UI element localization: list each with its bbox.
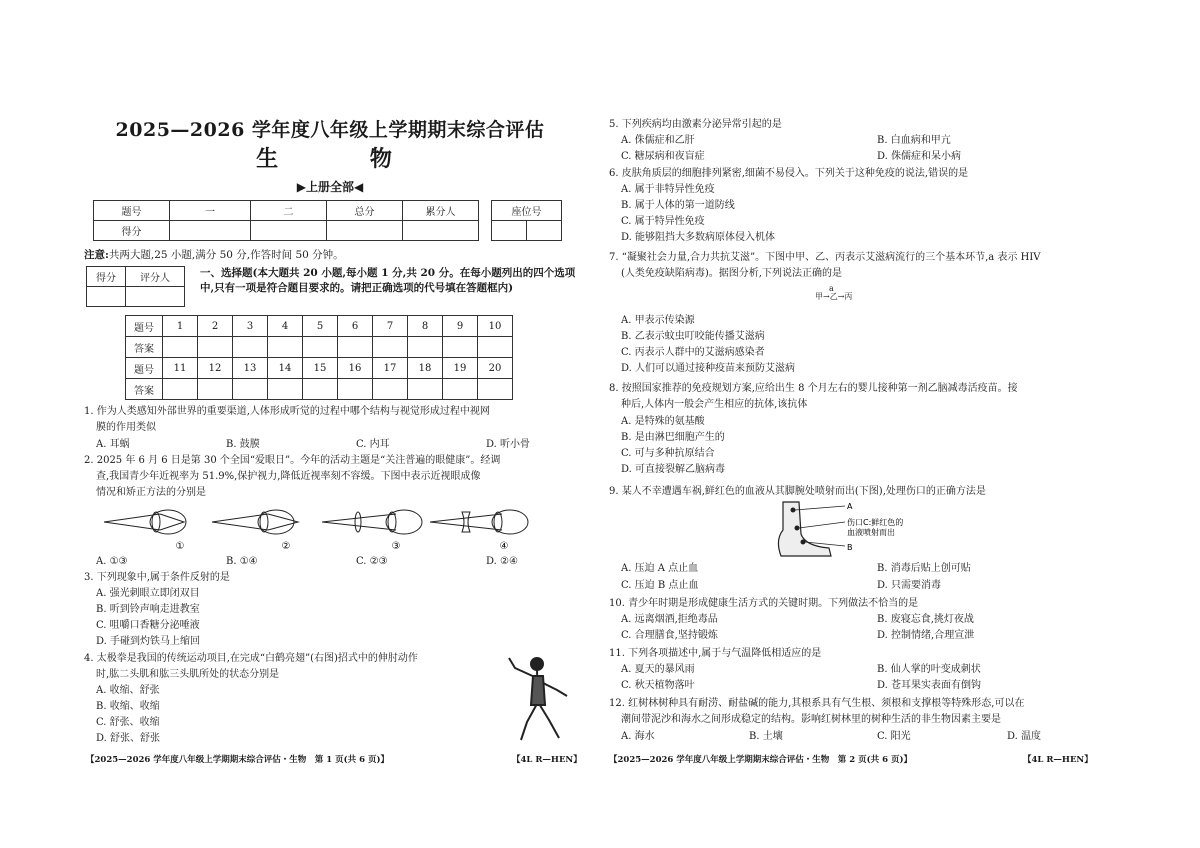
answer-cell[interactable] — [303, 337, 338, 358]
score-header-cell: 一 — [170, 201, 251, 221]
footer-left-code: 【4L R—HEN】 — [512, 755, 582, 765]
score-header-cell: 总分 — [327, 201, 403, 221]
exam-title: 2025—2026 学年度八年级上学期期末综合评估 — [115, 119, 545, 141]
ankle-wound-label: 伤口C:鲜红色的 — [847, 518, 904, 527]
eye-figure-label: ③ — [391, 541, 401, 552]
q11-option-c: C. 秋天植物落叶 — [621, 680, 695, 691]
answer-grid-num: 14 — [268, 358, 303, 379]
answer-cell[interactable] — [373, 337, 408, 358]
answer-grid-num: 16 — [338, 358, 373, 379]
answer-grid-num: 10 — [478, 316, 513, 337]
answer-cell[interactable] — [268, 337, 303, 358]
question-4-text: 时,肱二头肌和肱三头肌所处的状态分别是 — [96, 669, 280, 680]
answer-cell[interactable] — [478, 337, 513, 358]
q2-option-b: B. ①④ — [226, 556, 258, 567]
question-11-text: 11. 下列各项描述中,属于与气温降低相适应的是 — [609, 648, 822, 659]
answer-cell[interactable] — [163, 337, 198, 358]
q4-option-b: B. 收缩、收缩 — [96, 701, 160, 712]
answer-grid-num: 3 — [233, 316, 268, 337]
grader-table — [86, 266, 185, 307]
answer-grid-row-label: 答案 — [126, 337, 163, 358]
taichi-figure — [505, 650, 575, 745]
q3-option-c: C. 咀嚼口香糖分泌唾液 — [96, 620, 200, 631]
score-row-label: 得分 — [94, 221, 170, 241]
q6-option-b: B. 属于人体的第一道防线 — [621, 200, 735, 211]
q5-option-b: B. 白血病和甲亢 — [877, 135, 951, 146]
seat-cell[interactable] — [527, 221, 562, 241]
question-5-text: 5. 下列疾病均由激素分泌异常引起的是 — [609, 119, 782, 130]
eye-diagram-2 — [212, 510, 298, 534]
q5-option-d: D. 侏儒症和呆小病 — [877, 151, 962, 162]
question-10-text: 10. 青少年时期是形成健康生活方式的关键时期。下列做法不恰当的是 — [609, 598, 919, 609]
ankle-point-a-label: A — [847, 502, 853, 511]
question-8-text: 8. 按照国家推荐的免疫规划方案,应给出生 8 个月左右的婴儿接种第一剂乙脑减毒活疫苗。接 — [609, 383, 1018, 394]
q8-option-c: C. 可与多种抗原结合 — [621, 448, 715, 459]
exam-range: ▶上册全部◀ — [296, 180, 364, 194]
q9-option-a: A. 压迫 A 点止血 — [621, 563, 699, 574]
answer-grid — [125, 315, 513, 400]
score-cell[interactable] — [251, 221, 327, 241]
question-4-text: 4. 太极拳是我国的传统运动项目,在完成“白鹤亮翅”(右图)招式中的伸肘动作 — [84, 653, 418, 664]
q7-option-b: B. 乙表示蚊虫叮咬能传播艾滋病 — [621, 331, 765, 342]
ankle-wound-figure — [771, 500, 931, 560]
q6-option-d: D. 能够阻挡大多数病原体侵入机体 — [621, 232, 776, 243]
q3-option-d: D. 手碰到灼铁马上缩回 — [96, 636, 201, 647]
answer-grid-num: 19 — [443, 358, 478, 379]
q5-option-c: C. 糖尿病和夜盲症 — [621, 151, 705, 162]
question-2-text: 查,我国青少年近视率为 51.9%,保护视力,降低近视率刻不容缓。下图中表示近视眼成像 — [96, 471, 481, 482]
answer-grid-num: 1 — [163, 316, 198, 337]
answer-grid-row-label: 答案 — [126, 379, 163, 400]
q2-option-a: A. ①③ — [96, 556, 128, 567]
exam-note — [84, 247, 344, 262]
question-2-text: 情况和矫正方法的分别是 — [96, 487, 206, 498]
q9-option-b: B. 消毒后贴上创可贴 — [877, 563, 971, 574]
answer-grid-num: 11 — [163, 358, 198, 379]
q6-option-a: A. 属于非特异性免疫 — [621, 184, 715, 195]
answer-grid-num: 4 — [268, 316, 303, 337]
answer-grid-num: 9 — [443, 316, 478, 337]
score-header-cell: 题号 — [94, 201, 170, 221]
question-8-text: 种后,人体内一般会产生相应的抗体,该抗体 — [621, 399, 808, 410]
q11-option-b: B. 仙人掌的叶变成刺状 — [877, 664, 981, 675]
eye-figure-label: ② — [281, 541, 291, 552]
grader-score-cell[interactable] — [87, 287, 126, 307]
q5-option-a: A. 侏儒症和乙肝 — [621, 135, 695, 146]
q1-option-b: B. 鼓膜 — [226, 439, 260, 450]
question-12-text: 12. 红树林树种具有耐涝、耐盐碱的能力,其根系具有气生根、须根和支撑根等特殊形态,可以在 — [609, 698, 1025, 709]
answer-cell[interactable] — [478, 379, 513, 400]
score-cell[interactable] — [170, 221, 251, 241]
right-page — [603, 0, 1103, 848]
answer-cell[interactable] — [373, 379, 408, 400]
score-cell[interactable] — [327, 221, 403, 241]
seat-label: 座位号 — [492, 201, 562, 221]
q1-option-d: D. 听小骨 — [486, 439, 531, 450]
answer-cell[interactable] — [233, 379, 268, 400]
q4-option-c: C. 舒张、收缩 — [96, 717, 160, 728]
seat-table — [491, 200, 562, 241]
q9-option-d: D. 只需要消毒 — [877, 580, 942, 591]
q8-option-d: D. 可直接裂解乙脑病毒 — [621, 464, 726, 475]
answer-grid-row-label: 题号 — [126, 316, 163, 337]
aids-transmission-figure: 甲→乙→丙 — [815, 292, 853, 301]
answer-grid-num: 15 — [303, 358, 338, 379]
q11-option-d: D. 苍耳果实表面有倒钩 — [877, 680, 982, 691]
q8-option-a: A. 是特殊的氨基酸 — [621, 416, 705, 427]
eye-figure-label: ① — [175, 541, 185, 552]
answer-grid-num: 18 — [408, 358, 443, 379]
q1-option-c: C. 内耳 — [356, 439, 390, 450]
q12-option-b: B. 土壤 — [749, 731, 783, 742]
q2-option-d: D. ②④ — [486, 556, 518, 567]
question-7-text: (人类免疫缺陷病毒)。据图分析,下列说法正确的是 — [621, 268, 842, 279]
question-9-text: 9. 某人不幸遭遇车祸,鲜红色的血液从其脚腕处喷射而出(下图),处理伤口的正确方法是 — [609, 486, 986, 497]
q4-option-a: A. 收缩、舒张 — [96, 685, 160, 696]
subject-title: 生 物 — [256, 146, 434, 172]
answer-grid-num: 17 — [373, 358, 408, 379]
question-3-text: 3. 下列现象中,属于条件反射的是 — [84, 572, 230, 583]
footer-right: 【2025—2026 学年度八年级上学期期末综合评估・生物 第 2 页(共 6 页)】 — [609, 755, 912, 765]
left-page — [80, 0, 580, 848]
q6-option-c: C. 属于特异性免疫 — [621, 216, 705, 227]
aids-figure-label-a: a — [829, 284, 834, 293]
footer-left: 【2025—2026 学年度八年级上学期期末综合评估・生物 第 1 页(共 6 页)】 — [86, 755, 389, 765]
eye-diagram-4 — [430, 510, 528, 534]
eye-diagrams-figure — [100, 500, 570, 552]
footer-right-code: 【4L R—HEN】 — [1023, 755, 1093, 765]
answer-grid-num: 12 — [198, 358, 233, 379]
q7-option-c: C. 丙表示人群中的艾滋病感染者 — [621, 347, 765, 358]
answer-grid-num: 7 — [373, 316, 408, 337]
q10-option-d: D. 控制情绪,合理宣泄 — [877, 630, 975, 641]
question-1-text: 膜的作用类似 — [96, 422, 156, 433]
q12-option-c: C. 阳光 — [877, 731, 911, 742]
answer-grid-num: 13 — [233, 358, 268, 379]
q12-option-d: D. 温度 — [1007, 731, 1042, 742]
answer-cell[interactable] — [198, 379, 233, 400]
q9-option-c: C. 压迫 B 点止血 — [621, 580, 699, 591]
score-table — [93, 200, 479, 241]
answer-grid-num: 8 — [408, 316, 443, 337]
question-12-text: 潮间带泥沙和海水之间形成稳定的结构。影响红树林里的树种生活的非生物因素主要是 — [621, 714, 1001, 725]
answer-grid-num: 2 — [198, 316, 233, 337]
eye-diagram-1 — [104, 510, 186, 534]
grader-score-label: 得分 — [87, 267, 126, 287]
question-2-text: 2. 2025 年 6 月 6 日是第 30 个全国“爱眼日”。今年的活动主题是“关注普遍的眼健康”。经调 — [84, 455, 501, 466]
question-1-text: 1. 作为人类感知外部世界的重要渠道,人体形成听觉的过程中哪个结构与视觉形成过程中视网 — [84, 406, 490, 417]
grader-name-cell[interactable] — [126, 287, 185, 307]
note-text: 共两大题,25 小题,满分 50 分,作答时间 50 分钟。 — [108, 249, 344, 261]
q12-option-a: A. 海水 — [621, 731, 655, 742]
score-header-cell: 二 — [251, 201, 327, 221]
q2-option-c: C. ②③ — [356, 556, 388, 567]
score-cell[interactable] — [403, 221, 479, 241]
q7-option-d: D. 人们可以通过接种疫苗来预防艾滋病 — [621, 363, 796, 374]
answer-cell[interactable] — [198, 337, 233, 358]
q3-option-a: A. 强光刺眼立即闭双目 — [96, 588, 200, 599]
grader-name-label: 评分人 — [126, 267, 185, 287]
q10-option-a: A. 远离烟酒,拒绝毒品 — [621, 614, 718, 625]
eye-diagram-3 — [322, 510, 422, 534]
score-header-cell: 累分人 — [403, 201, 479, 221]
answer-grid-row-label: 题号 — [126, 358, 163, 379]
question-6-text: 6. 皮肤角质层的细胞排列紧密,细菌不易侵入。下列关于这种免疫的说法,错误的是 — [609, 168, 969, 179]
answer-cell[interactable] — [443, 337, 478, 358]
answer-cell[interactable] — [233, 337, 268, 358]
answer-cell[interactable] — [408, 379, 443, 400]
q4-option-d: D. 舒张、舒张 — [96, 733, 161, 744]
answer-cell[interactable] — [338, 337, 373, 358]
q1-option-a: A. 耳蜗 — [96, 439, 130, 450]
q10-option-c: C. 合理膳食,坚持锻炼 — [621, 630, 718, 641]
answer-grid-num: 6 — [338, 316, 373, 337]
question-7-text: 7. “凝聚社会力量,合力共抗艾滋”。下图中甲、乙、丙表示艾滋病流行的三个基本环节,a 表示 HIV — [609, 252, 1041, 263]
answer-cell[interactable] — [303, 379, 338, 400]
answer-cell[interactable] — [268, 379, 303, 400]
seat-cell[interactable] — [492, 221, 527, 241]
note-label: 注意: — [84, 249, 109, 261]
answer-cell[interactable] — [443, 379, 478, 400]
answer-grid-num: 5 — [303, 316, 338, 337]
ankle-wound-label: 血液喷射而出 — [847, 528, 895, 537]
answer-cell[interactable] — [408, 337, 443, 358]
ankle-point-b-label: B — [847, 543, 853, 552]
q7-option-a: A. 甲表示传染源 — [621, 315, 695, 326]
section1-heading: 一、选择题(本大题共 20 小题,每小题 1 分,共 20 分。在每小题列出的四个选项中,只有一项是符合题目要求的。请把正确选项的代号填在答题框内) — [200, 267, 576, 294]
q11-option-a: A. 夏天的暴风雨 — [621, 664, 695, 675]
q8-option-b: B. 是由淋巴细胞产生的 — [621, 432, 725, 443]
eye-figure-label: ④ — [499, 541, 509, 552]
answer-cell[interactable] — [338, 379, 373, 400]
q10-option-b: B. 废寝忘食,挑灯夜战 — [877, 614, 974, 625]
q3-option-b: B. 听到铃声响走进教室 — [96, 604, 200, 615]
answer-grid-num: 20 — [478, 358, 513, 379]
answer-cell[interactable] — [163, 379, 198, 400]
